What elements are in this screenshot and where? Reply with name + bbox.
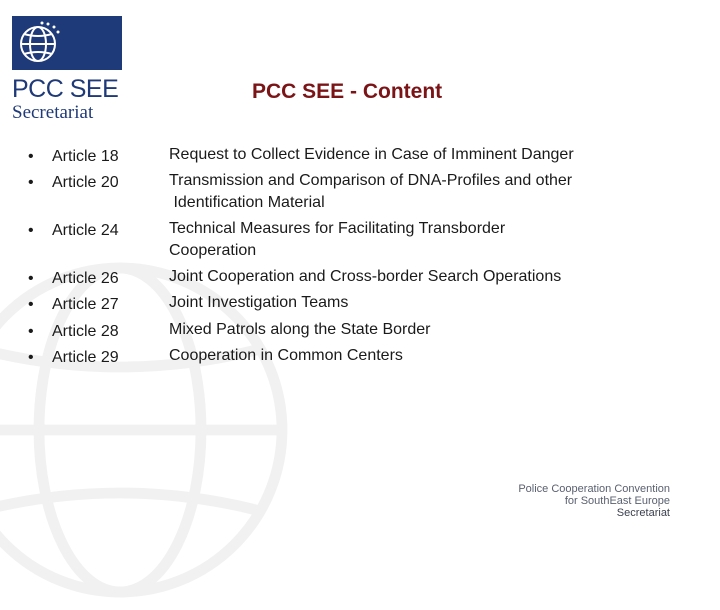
article-description: Mixed Patrols along the State Border: [169, 321, 431, 338]
list-item: [28, 268, 119, 290]
article-label: Article 28: [52, 323, 119, 340]
logo-emblem: [12, 16, 122, 70]
list-item: [28, 294, 119, 316]
article-description: Request to Collect Evidence in Case of Imminent Danger: [169, 146, 574, 163]
bullet-icon: •: [28, 174, 34, 191]
article-label: Article 20: [52, 174, 119, 191]
article-label: Article 29: [52, 349, 119, 366]
bullet-icon: •: [28, 323, 34, 340]
logo-main-text: PCC SEE: [12, 75, 119, 103]
article-label: Article 26: [52, 270, 119, 287]
pcc-see-logo: [12, 16, 124, 124]
bullet-icon: •: [28, 296, 34, 313]
article-description: Technical Measures for Facilitating Transborder: [169, 220, 506, 237]
article-description: Joint Investigation Teams: [169, 294, 349, 311]
globe-icon: [18, 20, 62, 66]
list-item: [28, 172, 119, 194]
footer-organization: [518, 483, 670, 519]
article-description-cont: Cooperation: [169, 242, 257, 259]
article-description: Joint Cooperation and Cross-border Search Operations: [169, 268, 562, 285]
list-item: [28, 220, 119, 242]
list-item: [28, 146, 119, 168]
footer-line: Secretariat: [616, 507, 670, 519]
article-label: Article 27: [52, 296, 119, 313]
slide-title: PCC SEE - Content: [252, 80, 443, 103]
footer-line: for SouthEast Europe: [564, 495, 670, 507]
bullet-icon: •: [28, 349, 34, 366]
article-description: Cooperation in Common Centers: [169, 347, 403, 364]
article-label: Article 18: [52, 148, 119, 165]
logo-sub-text: Secretariat: [12, 102, 94, 123]
bullet-icon: •: [28, 270, 34, 287]
article-description-cont: Identification Material: [169, 194, 325, 211]
bullet-icon: •: [28, 148, 34, 165]
article-label: Article 24: [52, 222, 119, 239]
footer-line: Police Cooperation Convention: [518, 483, 670, 495]
list-item: [28, 347, 119, 369]
bullet-icon: •: [28, 222, 34, 239]
article-description: Transmission and Comparison of DNA-Profiles and other: [169, 172, 573, 189]
list-item: [28, 321, 119, 343]
